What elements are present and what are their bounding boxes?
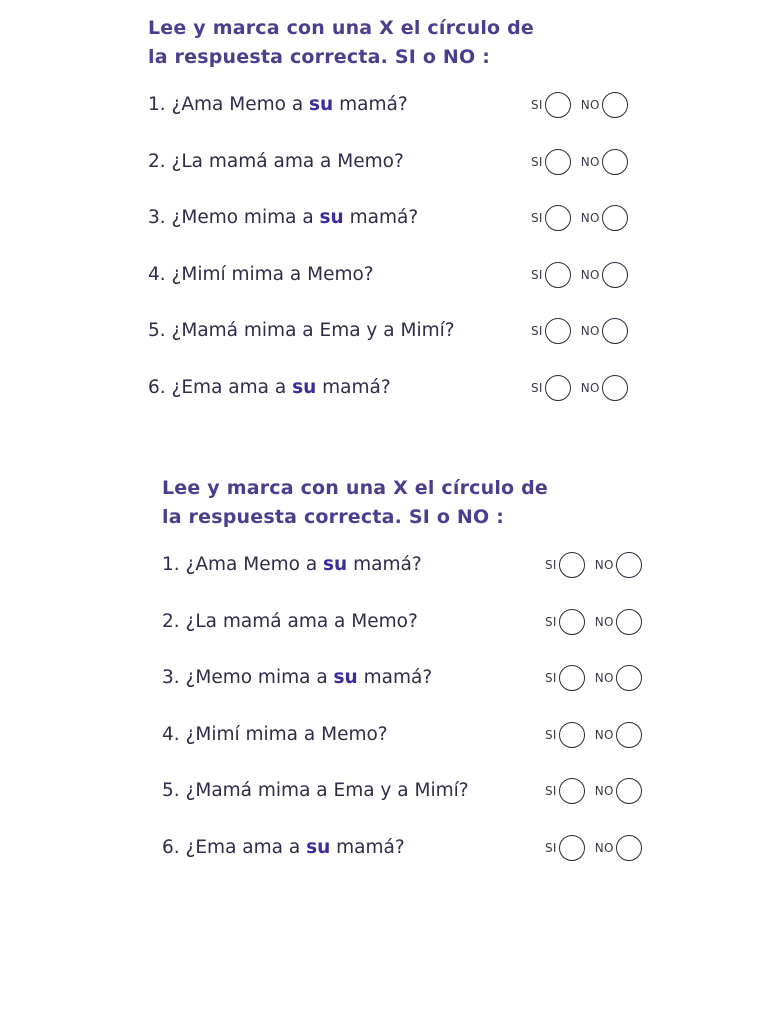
- question-text: [148, 317, 455, 345]
- question-part: ¿Ema ama a: [165, 376, 293, 398]
- question-list: [148, 91, 678, 430]
- question-number: 5.: [148, 320, 166, 341]
- question-part: ¿La mamá ama a Memo?: [165, 150, 404, 172]
- question-text: [148, 204, 418, 232]
- question-text: [162, 664, 432, 692]
- no-circle[interactable]: [602, 262, 628, 288]
- question-part: mamá?: [330, 836, 405, 858]
- no-circle[interactable]: [602, 205, 628, 231]
- question-row: [148, 317, 678, 374]
- question-text: [162, 834, 405, 862]
- yes-circle[interactable]: [545, 149, 571, 175]
- answer-options: [545, 608, 642, 636]
- yes-circle[interactable]: [559, 665, 585, 691]
- question-number: 2.: [162, 610, 180, 632]
- question-row: [148, 204, 678, 261]
- no-circle[interactable]: [602, 318, 628, 344]
- yes-circle[interactable]: [545, 92, 571, 118]
- question-part: ¿Memo mima a: [165, 207, 320, 228]
- no-label: NO: [580, 98, 600, 112]
- no-label: NO: [594, 558, 614, 572]
- answer-options: [531, 261, 628, 289]
- question-emphasis: su: [323, 554, 348, 575]
- no-circle[interactable]: [616, 778, 642, 804]
- question-part: ¿Mamá mima a Ema y a Mimí?: [165, 320, 455, 341]
- yes-circle[interactable]: [559, 609, 585, 635]
- question-number: 4.: [162, 723, 180, 745]
- question-text: [148, 148, 404, 176]
- question-row: [162, 664, 692, 721]
- no-circle[interactable]: [616, 665, 642, 691]
- answer-options: [545, 551, 642, 579]
- no-label: NO: [594, 784, 614, 798]
- no-label: NO: [580, 324, 600, 338]
- instructions-line-1: Lee y marca con una X el círculo de: [148, 17, 535, 39]
- no-circle[interactable]: [616, 722, 642, 748]
- yes-label: SI: [545, 727, 557, 742]
- question-row: [148, 374, 678, 431]
- instructions: [148, 14, 678, 72]
- question-row: [162, 777, 692, 834]
- no-circle[interactable]: [602, 149, 628, 175]
- yes-label: SI: [545, 840, 557, 855]
- no-label: NO: [580, 380, 600, 395]
- question-part: ¿La mamá ama a Memo?: [179, 610, 418, 632]
- yes-label: SI: [545, 671, 557, 685]
- question-part: mamá?: [347, 554, 422, 575]
- yes-label: SI: [545, 558, 557, 572]
- question-part: mamá?: [343, 207, 419, 228]
- question-part: ¿Mimí mima a Memo?: [179, 723, 388, 745]
- no-label: NO: [580, 154, 600, 169]
- no-circle[interactable]: [616, 552, 642, 578]
- question-part: ¿Ama Memo a: [165, 94, 310, 115]
- question-emphasis: su: [333, 667, 358, 688]
- question-row: [148, 148, 678, 205]
- question-part: mamá?: [357, 667, 433, 688]
- no-label: NO: [580, 211, 600, 225]
- yes-label: SI: [531, 211, 543, 225]
- yes-circle[interactable]: [545, 318, 571, 344]
- question-number: 5.: [162, 780, 180, 801]
- question-part: ¿Memo mima a: [179, 667, 334, 688]
- yes-circle[interactable]: [559, 835, 585, 861]
- question-emphasis: su: [306, 836, 331, 858]
- yes-label: SI: [531, 324, 543, 338]
- question-number: 4.: [148, 263, 166, 285]
- yes-label: SI: [545, 784, 557, 798]
- question-text: [148, 91, 408, 119]
- instructions-line-2: la respuesta correcta. SI o NO :: [148, 46, 490, 68]
- question-number: 3.: [148, 207, 166, 228]
- question-row: [162, 551, 692, 608]
- instructions: [162, 474, 692, 532]
- yes-label: SI: [545, 614, 557, 629]
- answer-options: [545, 664, 642, 692]
- answer-options: [531, 317, 628, 345]
- question-part: mamá?: [316, 376, 391, 398]
- question-row: [162, 834, 692, 891]
- question-number: 1.: [162, 554, 180, 575]
- question-part: ¿Mamá mima a Ema y a Mimí?: [179, 780, 469, 801]
- question-row: [148, 261, 678, 318]
- answer-options: [531, 374, 628, 402]
- no-label: NO: [594, 671, 614, 685]
- question-number: 6.: [148, 376, 166, 398]
- instructions-line-2: la respuesta correcta. SI o NO :: [162, 506, 504, 528]
- question-part: ¿Ema ama a: [179, 836, 307, 858]
- answer-options: [545, 777, 642, 805]
- question-part: ¿Mimí mima a Memo?: [165, 263, 374, 285]
- question-number: 3.: [162, 667, 180, 688]
- yes-circle[interactable]: [559, 778, 585, 804]
- question-text: [162, 721, 388, 749]
- answer-options: [531, 91, 628, 119]
- question-row: [162, 721, 692, 778]
- question-emphasis: su: [319, 207, 344, 228]
- answer-options: [545, 834, 642, 862]
- question-text: [162, 551, 422, 579]
- question-list: [162, 551, 692, 890]
- question-number: 6.: [162, 836, 180, 858]
- question-part: mamá?: [333, 94, 408, 115]
- yes-circle[interactable]: [545, 262, 571, 288]
- no-circle[interactable]: [602, 92, 628, 118]
- no-label: NO: [580, 267, 600, 282]
- question-text: [162, 777, 469, 805]
- instructions-line-1: Lee y marca con una X el círculo de: [162, 477, 549, 499]
- no-circle[interactable]: [602, 375, 628, 401]
- exercise-2: [162, 474, 692, 890]
- no-label: NO: [594, 727, 614, 742]
- question-text: [162, 608, 418, 636]
- no-label: NO: [594, 614, 614, 629]
- exercise-1: [148, 14, 678, 430]
- answer-options: [545, 721, 642, 749]
- question-emphasis: su: [292, 376, 317, 398]
- yes-circle[interactable]: [559, 552, 585, 578]
- answer-options: [531, 204, 628, 232]
- question-number: 1.: [148, 94, 166, 115]
- question-number: 2.: [148, 150, 166, 172]
- question-emphasis: su: [309, 94, 334, 115]
- yes-label: SI: [531, 98, 543, 112]
- question-text: [148, 374, 391, 402]
- question-text: [148, 261, 374, 289]
- question-row: [148, 91, 678, 148]
- question-part: ¿Ama Memo a: [179, 554, 324, 575]
- yes-circle[interactable]: [559, 722, 585, 748]
- yes-label: SI: [531, 380, 543, 395]
- question-row: [162, 608, 692, 665]
- yes-label: SI: [531, 154, 543, 169]
- yes-circle[interactable]: [545, 205, 571, 231]
- answer-options: [531, 148, 628, 176]
- yes-label: SI: [531, 267, 543, 282]
- no-label: NO: [594, 840, 614, 855]
- no-circle[interactable]: [616, 835, 642, 861]
- yes-circle[interactable]: [545, 375, 571, 401]
- no-circle[interactable]: [616, 609, 642, 635]
